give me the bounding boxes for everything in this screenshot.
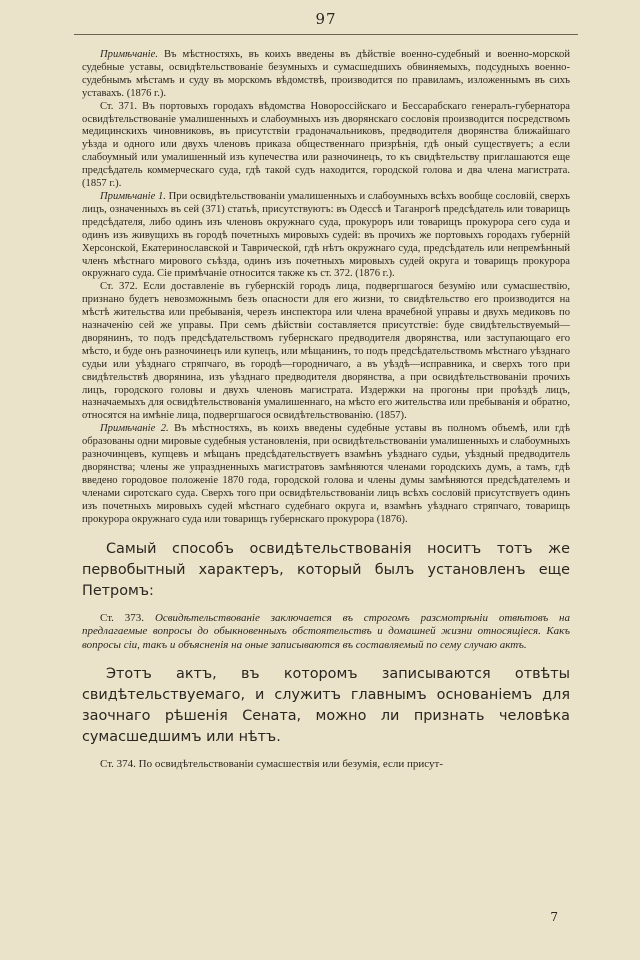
paragraph-note-1876 (82, 49, 570, 101)
article-text: По освидѣтельствованіи сумасшествія или безумія, если присут- (135, 758, 443, 771)
article-text: Въ портовыхъ городахъ вѣдомства Новороссійскаго и Бессарабскаго генералъ-губернатора освидѣтельствованіе умалишенныхъ и слабоумныхъ изъ дворянскаго сословія производится посредствомъ медицинскихъ чиновниковъ, въ присутствіи градоначальниковъ, предводителя дворянства ближайшаго уѣзда и одного или двухъ членовъ приказа общественнаго призрѣнія, гдѣ оный существуетъ; а если слабоумный или умалишенный изъ купечества или разночинецъ, то къ свидѣтельству приглашаются еще предсѣдатель коммерческаго суда, гдѣ такой судъ находится, городской голова и два члена магистрата. (1857 г.). (82, 100, 570, 190)
commentary-heading-2 (82, 664, 570, 748)
legal-text-block (82, 49, 570, 527)
article-text: Если доставленіе въ губернскій городъ лица, подвергшагося безумію или сумасшествію, признано будетъ невозможнымъ безъ опасности для его жизни, то свидѣтельство его производится на мѣстѣ жительства или пребыванія, черезъ инспектора или члена врачебной управы и двухъ медиковъ по назначенію сей же управы. При семъ дѣйствіи составляется присутствіе: буде свидѣтельствуемый—дворянинъ, то подъ предсѣдательствомъ губернскаго предводителя дворянства, или заступающаго его мѣсто, и буде онъ разночинецъ или купецъ, или мѣщанинъ, то подъ предсѣдательствомъ мѣстнаго уѣзднаго судьи или уѣзднаго стряпчаго, въ городѣ—городничаго, а въ уѣздѣ—исправника, и сверхъ того при свидѣтельствѣ дворянина, изъ уѣзднаго предводителя дворянства, а при освидѣтельствованіи прочихъ лицъ, городского головы и двухъ членовъ магистрата. Издержки на прогоны при проѣздѣ лицъ, назначаемыхъ для освидѣтельствованія умалишеннаго, на мѣсто его жительства или пребыванія и обратно, относятся на имѣніе лица, подвергшагося освидѣтельствованію. (1857). (82, 281, 570, 422)
commentary-text: Этотъ актъ, въ которомъ записываются отвѣты свидѣтельствуемаго, и служитъ главнымъ основаніемъ для заочнаго рѣшенія Сената, можно ли признать человѣка сумасшедшимъ или нѣтъ. (82, 666, 570, 746)
commentary-text: Самый способъ освидѣтельствованія носитъ тотъ же первобытный характеръ, который былъ установленъ еще Петромъ: (82, 540, 570, 599)
paragraph-article-372 (82, 281, 570, 423)
note-text: Въ мѣстностяхъ, въ коихъ введены судебные уставы въ полномъ объемѣ, или гдѣ образованы одни мировые судебныя установленія, при освидѣтельствованіи умалишенныхъ и слабоумныхъ разночинцевъ, купцевъ и мѣщанъ предсѣдательствуетъ взамѣнъ уѣзднаго судьи, уѣздный предводитель дворянства; члены же упраздненныхъ магистратовъ замѣняются членами городскихъ думъ, а тамъ, гдѣ введено городовое положеніе 1870 года, городской голова и члены думы замѣняются предсѣдателемъ и членами сиротскаго суда. Сверхъ того при освидѣтельствованіи лицъ всѣхъ сословій присутствуетъ одинъ изъ почетныхъ мировыхъ судей мѣстнаго судебнаго округа и, взамѣнъ уѣзднаго стряпчаго, товарищъ прокурора окружнаго суда или товарищъ губернскаго прокурора (1876). (82, 423, 570, 525)
page-number: 97 (315, 10, 337, 28)
signature-mark: 7 (550, 910, 558, 924)
note-text: При освидѣтельствованіи умалишенныхъ и слабоумныхъ всѣхъ вообще сословій, сверхъ лицъ, означенныхъ въ сей (371) статьѣ, присутствуютъ: въ Одессѣ и Таганрогѣ предсѣдатель или товарищъ предсѣдателя, либо одинъ изъ членовъ окружнаго суда, прокуроръ или товарищъ прокурора сего суда и одинъ изъ живущихъ въ городѣ почетныхъ мировыхъ судей: въ прочихъ же портовыхъ городахъ губерній Херсонской, Екатеринославской и Таврической, гдѣ нѣтъ окружнаго суда, предсѣдатель или непремѣнный членъ мѣстнаго мирового съѣзда, одинъ изъ почетныхъ мировыхъ судей округа и товарищъ прокурора окружнаго суда. Сіе примѣчаніе относится также къ ст. 372. (1876 г.). (82, 190, 570, 280)
article-label: Ст. 373. (100, 611, 145, 624)
note-label: Примѣчаніе. (100, 49, 158, 60)
note-text: Въ мѣстностяхъ, въ коихъ введены въ дѣйствіе военно-судебный и военно-морской судебные уставы, освидѣтельствованіе безумныхъ и сумасшедшихъ обвиняемыхъ, подсудныхъ военно-судебнымъ мѣстамъ и суду въ морскомъ вѣдомствѣ, производится по правиламъ, изложеннымъ въ сихъ уставахъ. (1876 г.). (82, 49, 570, 99)
article-373-block (82, 612, 570, 653)
paragraph-article-371 (82, 101, 570, 191)
article-text: Освидѣтельствованіе заключается въ строгомъ разсмотрѣніи отвѣтовъ на предлагаемые вопросы до обыкновенныхъ обстоятельствъ и домашней жизни относящіеся. Какъ вопросы сіи, такъ и объясненія на оные записываются въ составляемый по сему случаю актъ. (82, 611, 571, 651)
paragraph-note-1 (82, 191, 570, 281)
article-label: Ст. 374. (100, 758, 136, 771)
article-label: Ст. 372. (100, 281, 138, 293)
commentary-heading-1 (82, 539, 570, 602)
note-label: Примѣчаніе 2. (100, 423, 169, 435)
note-label: Примѣчаніе 1. (100, 190, 166, 202)
paragraph-article-374 (82, 758, 570, 772)
article-374-block (82, 758, 570, 772)
header-rule (74, 34, 578, 35)
paragraph-note-2 (82, 423, 570, 526)
paragraph-article-373 (82, 612, 570, 653)
article-label: Ст. 371. (100, 100, 138, 112)
